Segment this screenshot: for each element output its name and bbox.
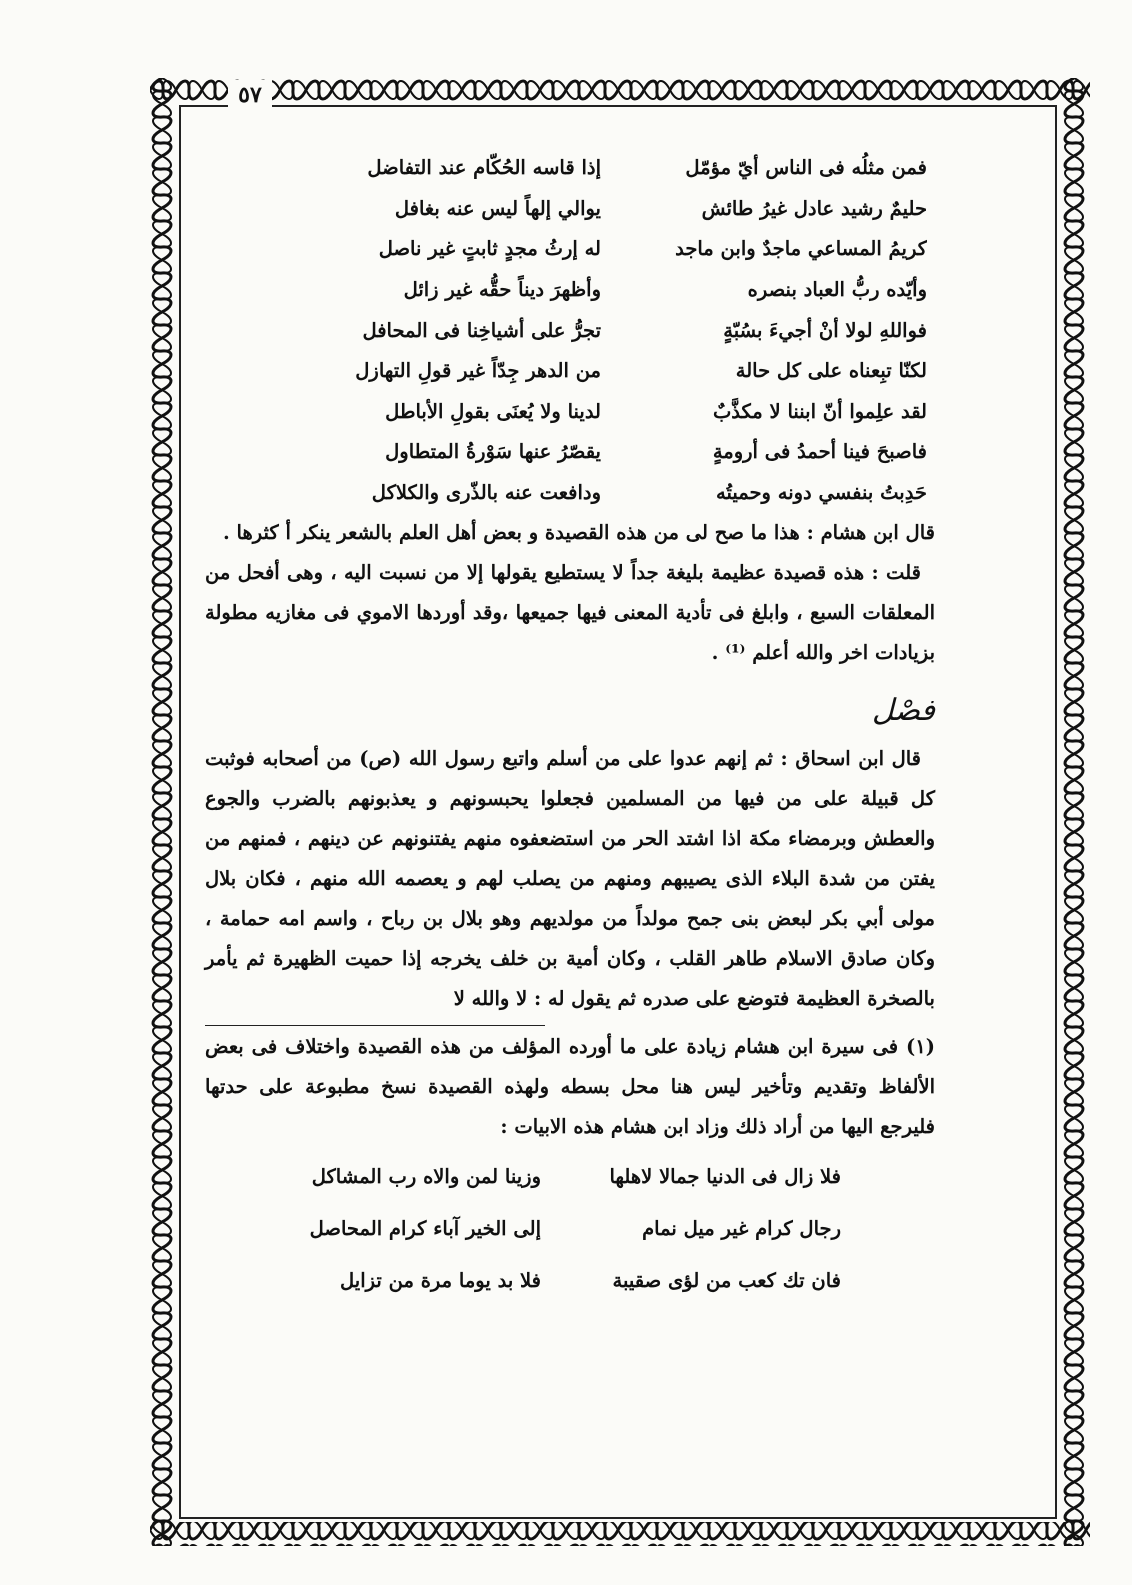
hemistich-first: فواللهِ لولا أنْ أجيءَ بسُبّةٍ <box>723 318 927 342</box>
poem-verse <box>205 392 935 433</box>
hemistich-second: تجرُّ على أشياخِنا فى المحافل <box>362 318 601 342</box>
page-content <box>205 148 935 1307</box>
poem-verse <box>205 270 935 311</box>
hemistich-first: لكنّا تبِعناه على كل حالة <box>735 359 927 383</box>
footnote-verses <box>205 1151 935 1307</box>
hemistich-second: من الدهر جِدّاً غير قولِ التهازل <box>355 359 601 383</box>
ibn-hisham-note: قال ابن هشام : هذا ما صح لى من هذه القصيدة و بعض أهل العلم بالشعر ينكر أ كثرها . <box>222 521 935 545</box>
hemistich-first: فان تك كعب من لؤى صقيبة <box>612 1269 841 1293</box>
poem-verse <box>205 432 935 473</box>
poem-verse <box>205 351 935 392</box>
section-heading: فصْل <box>871 693 935 729</box>
hemistich-second: وأظهرَ ديناً حقُّه غير زائل <box>403 278 601 302</box>
footnote-text: (١) فى سيرة ابن هشام زيادة على ما أورده المؤلف من هذه القصيدة واختلاف فى بعض الألفاظ وتقديم وتأخير ليس هنا محل بسطه ولهذه القصيدة نسخ مطبوعة على حدتها فليرجع اليها من أراد ذلك وزاد ابن هشام هذه الابيات : <box>205 1035 935 1139</box>
author-comment: قلت : هذه قصيدة عظيمة بليغة جداً لا يستطيع يقولها إلا من نسبت اليه ، وهى أفحل من المعلقات السبع ، وابلغ فى تأدية المعنى فيها جميعها ،وقد أوردها الاموي فى مغازيه مطولة بزيادات اخر والله أعلم ⁽¹⁾ . <box>205 561 935 665</box>
hemistich-first: وأيّده ربُّ العباد بنصره <box>747 278 927 302</box>
hemistich-first: حليمٌ رشيد عادل غيرُ طائش <box>701 196 927 220</box>
hemistich-second: له إرثُ مجدٍ ثابتٍ غير ناصل <box>378 237 601 261</box>
hemistich-second: لدينا ولا يُعنَى بقولِ الأباطل <box>385 399 601 423</box>
hemistich-first: لقد علِموا أنّ ابننا لا مكذَّبٌ <box>712 399 927 423</box>
footnote-verse <box>205 1151 935 1203</box>
hemistich-second: وزينا لمن والاه رب المشاكل <box>311 1165 541 1189</box>
poem-verse <box>205 473 935 514</box>
footnote-verse <box>205 1255 935 1307</box>
hemistich-second: يقصّرُ عنها سَوْرةُ المتطاول <box>385 440 601 464</box>
hemistich-second: فلا بد يوما مرة من تزايل <box>340 1269 541 1293</box>
hemistich-first: حَدِبتُ بنفسي دونه وحميتُه <box>715 481 927 505</box>
poem-verse <box>205 189 935 230</box>
footnote-verse <box>205 1203 935 1255</box>
hemistich-first: فاصبحَ فينا أحمدُ فى أرومةٍ <box>712 440 927 464</box>
poem <box>205 148 935 513</box>
narrative-paragraph: قال ابن اسحاق : ثم إنهم عدوا على من أسلم واتبع رسول الله (ص) من أصحابه فوثبت كل قبيلة على من فيها من المسلمين فجعلوا يحبسونهم و يعذبونهم بالضرب والجوع والعطش وبرمضاء مكة اذا اشتد الحر من استضعفوه منهم يفتنونهم عن دينهم ، فمنهم من يفتن من شدة البلاء الذى يصيبهم ومنهم من يصلب لهم و يعصمه الله منهم ، فكان بلال مولى أبي بكر لبعض بنى جمح مولداً من مولديهم وهو بلال بن رباح ، واسم امه حمامة ، وكان صادق الاسلام طاهر القلب ، وكان أمية بن خلف يخرجه إذا حميت الظهيرة ثم يأمر بالصخرة العظيمة فتوضع على صدره ثم يقول له : لا والله لا <box>205 747 935 1011</box>
hemistich-first: فمن مثلُه فى الناس أيّ مؤمّل <box>685 156 927 180</box>
hemistich-first: فلا زال فى الدنيا جمالا لاهلها <box>609 1165 841 1189</box>
hemistich-second: إلى الخير آباء كرام المحاصل <box>309 1217 541 1241</box>
hemistich-second: إذا قاسه الحُكّام عند التفاضل <box>367 156 601 180</box>
hemistich-first: كريمُ المساعي ماجدٌ وابن ماجد <box>675 237 927 261</box>
poem-verse <box>205 148 935 189</box>
hemistich-second: ودافعت عنه بالذّرى والكلاكل <box>371 481 601 505</box>
footnote-rule <box>205 1025 545 1026</box>
hemistich-second: يوالي إلهاً ليس عنه بغافل <box>394 196 601 220</box>
page-number: ٥٧ <box>228 80 272 110</box>
footnote-separator <box>205 1019 935 1027</box>
hemistich-first: رجال كرام غير ميل نمام <box>642 1217 841 1241</box>
poem-verse <box>205 229 935 270</box>
poem-verse <box>205 310 935 351</box>
